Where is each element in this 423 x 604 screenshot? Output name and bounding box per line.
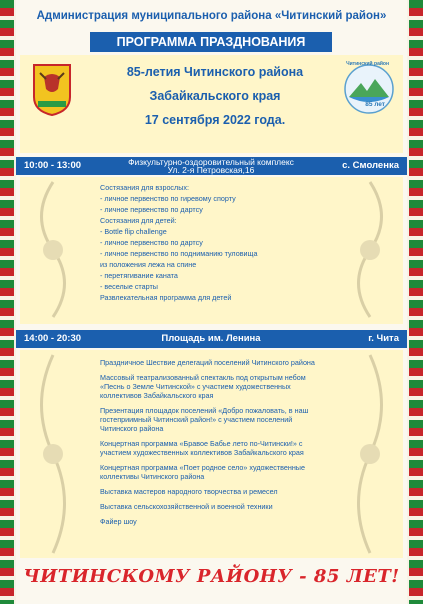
list-item: Праздничное Шествие делегаций поселений Читинского района: [100, 358, 315, 367]
schedule-2-venue: Площадь им. Ленина: [161, 333, 261, 344]
right-ornament-border: [409, 0, 423, 604]
schedule-1-time: 10:00 - 13:00: [24, 160, 82, 171]
title-line-1: 85-летия Читинского района: [126, 65, 304, 79]
logo-number: 85 лет: [365, 101, 385, 108]
right-folk-ornament-icon: [337, 350, 403, 558]
schedule-2-items: [100, 358, 330, 532]
schedule-1-place: с. Смоленка: [342, 160, 399, 171]
list-item: - личное первенство по дартсу: [100, 238, 203, 247]
list-item: Презентация площадок поселений «Добро пожаловать, в наш гостеприимный Читинский район!» с участием поселений Читинского района: [100, 406, 309, 433]
schedule-2-place: г. Чита: [368, 333, 399, 344]
list-item: Состязания для взрослых:: [100, 183, 189, 192]
list-item: - веселые старты: [100, 282, 158, 291]
list-item: Концертная программа «Бравое Бабье лето по-Читински!» с участием художественных коллективов Забайкальского края: [100, 439, 304, 457]
list-item: Файер шоу: [100, 517, 137, 526]
list-item: - Bottle flip challenge: [100, 227, 167, 236]
title-box: [20, 55, 403, 153]
left-folk-ornament-icon: [20, 350, 86, 558]
schedule-1-venue-line1: Физкультурно-оздоровительный комплекс: [128, 157, 294, 167]
schedule-2-section: [20, 350, 403, 558]
logo-arc-text: Читинский район: [346, 61, 389, 67]
list-item: - личное первенство по гиревому спорту: [100, 194, 236, 203]
list-item: Состязания для детей:: [100, 216, 177, 225]
list-item: Выставка мастеров народного творчества и ремесел: [100, 487, 278, 496]
list-item: Массовый театрализованный спектакль под открытым небом «Песнь о Земле Читинской» с участием художественных коллективов Забайкальского края: [100, 373, 306, 400]
left-folk-ornament-icon: [20, 177, 86, 324]
district-emblem-icon: [32, 63, 72, 117]
poster-content: [16, 0, 407, 604]
schedule-1-venue: [106, 158, 316, 174]
list-item: из положения лежа на спине: [100, 260, 197, 269]
footer-slogan: ЧИТИНСКОМУ РАЙОНУ - 85 ЛЕТ!: [23, 566, 400, 587]
list-item: Развлекательная программа для детей: [100, 293, 232, 302]
list-item: Выставка сельскохозяйственной и военной техники: [100, 502, 273, 511]
list-item: Концертная программа «Поет родное село» художественные коллективы Читинского района: [100, 463, 305, 481]
title-line-3: 17 сентября 2022 года.: [144, 113, 286, 127]
schedule-1-section: [20, 177, 403, 324]
title-line-2: Забайкальского края: [149, 89, 281, 103]
program-banner: ПРОГРАММА ПРАЗДНОВАНИЯ: [90, 32, 332, 52]
list-item: - перетягивание каната: [100, 271, 178, 280]
schedule-2-time: 14:00 - 20:30: [24, 333, 82, 344]
admin-heading: Администрация муниципального района «Читинский район»: [36, 10, 387, 22]
list-item: - личное первенство по подниманию туловища: [100, 249, 258, 258]
schedule-bar-1: [16, 157, 407, 175]
right-folk-ornament-icon: [337, 177, 403, 324]
schedule-1-venue-line2: Ул. 2-я Петровская,16: [167, 165, 255, 175]
left-ornament-border: [0, 0, 14, 604]
schedule-1-items: [100, 183, 330, 304]
schedule-bar-2: [16, 330, 407, 348]
list-item: - личное первенство по дартсу: [100, 205, 203, 214]
